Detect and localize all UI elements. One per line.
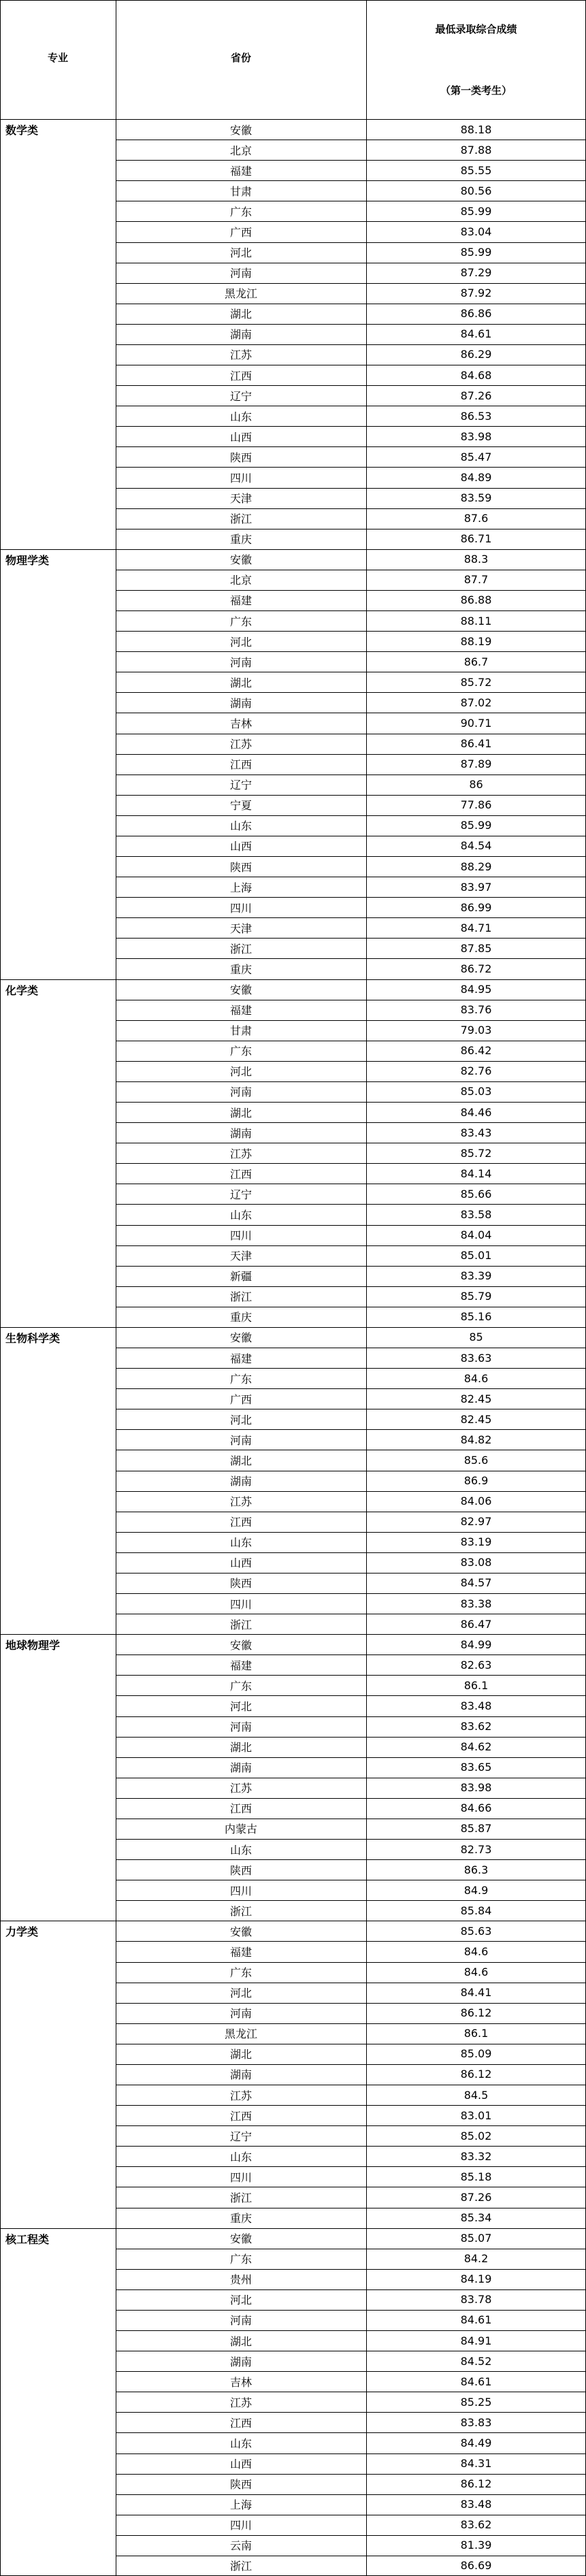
score-cell: 87.26 xyxy=(460,389,492,402)
province-cell: 辽宁 xyxy=(229,1188,252,1201)
score-cell: 84.6 xyxy=(463,1966,489,1979)
score-cell: 85.18 xyxy=(460,2170,492,2183)
province-cell: 江苏 xyxy=(229,1495,252,1509)
score-cell: 84.46 xyxy=(460,1105,492,1119)
province-cell: 广东 xyxy=(229,615,252,628)
score-cell: 87.26 xyxy=(460,2190,492,2204)
province-cell: 广东 xyxy=(229,1372,252,1386)
province-cell: 陕西 xyxy=(229,860,252,874)
province-cell: 安徽 xyxy=(229,1638,252,1652)
score-cell: 83.43 xyxy=(460,1126,492,1139)
province-cell: 河南 xyxy=(229,1433,252,1447)
province-cell: 河北 xyxy=(229,1413,252,1426)
province-cell: 江西 xyxy=(229,2109,252,2123)
province-cell: 湖南 xyxy=(229,2068,252,2082)
score-cell: 86.86 xyxy=(460,307,492,321)
score-cell: 87.92 xyxy=(460,287,492,300)
score-cell: 86.99 xyxy=(460,900,492,914)
province-cell: 重庆 xyxy=(229,533,252,547)
province-cell: 湖北 xyxy=(229,1454,252,1467)
province-cell: 北京 xyxy=(229,574,252,587)
score-cell: 84.54 xyxy=(460,839,492,853)
score-cell: 85.34 xyxy=(460,2211,492,2225)
score-cell: 87.85 xyxy=(460,941,492,955)
province-cell: 甘肃 xyxy=(229,184,252,198)
province-cell: 江西 xyxy=(229,1167,252,1181)
score-cell: 87.29 xyxy=(460,266,492,280)
province-cell: 上海 xyxy=(229,2498,252,2512)
score-cell: 83.59 xyxy=(460,491,492,505)
province-cell: 湖北 xyxy=(229,1106,252,1120)
province-cell: 福建 xyxy=(229,1004,252,1017)
score-cell: 84.5 xyxy=(463,2088,489,2102)
score-cell: 84.49 xyxy=(460,2436,492,2449)
score-cell: 86.29 xyxy=(460,348,492,361)
province-cell: 广东 xyxy=(229,1966,252,1980)
province-cell: 江西 xyxy=(229,2416,252,2430)
province-cell: 河北 xyxy=(229,1699,252,1713)
province-cell: 天津 xyxy=(229,922,252,935)
score-cell: 83.65 xyxy=(460,1761,492,1774)
province-cell: 四川 xyxy=(229,2170,252,2184)
score-cell: 86.88 xyxy=(460,593,492,607)
score-cell: 82.76 xyxy=(460,1064,492,1078)
province-cell: 江苏 xyxy=(229,2089,252,2102)
province-cell: 辽宁 xyxy=(229,2130,252,2143)
score-cell: 80.56 xyxy=(460,184,492,197)
score-cell: 85.84 xyxy=(460,1904,492,1917)
province-cell: 安徽 xyxy=(229,553,252,567)
score-cell: 86.42 xyxy=(460,1044,492,1058)
province-cell: 广东 xyxy=(229,1679,252,1693)
score-cell: 79.03 xyxy=(460,1024,492,1037)
province-cell: 广西 xyxy=(229,1392,252,1406)
score-cell: 85.02 xyxy=(460,2129,492,2142)
score-cell: 84.62 xyxy=(460,1740,492,1754)
score-cell: 82.45 xyxy=(460,1392,492,1405)
province-cell: 山东 xyxy=(229,1843,252,1857)
province-cell: 重庆 xyxy=(229,1311,252,1324)
score-cell: 83.48 xyxy=(460,2498,492,2511)
score-cell: 85.07 xyxy=(460,2232,492,2245)
header-major: 专业 xyxy=(47,52,68,64)
score-cell: 86.7 xyxy=(463,655,489,668)
province-cell: 天津 xyxy=(229,492,252,506)
province-cell: 黑龙江 xyxy=(224,287,257,301)
score-cell: 86.3 xyxy=(463,1863,489,1876)
score-cell: 83.98 xyxy=(460,429,492,443)
province-cell: 山西 xyxy=(229,1556,252,1570)
score-cell: 86.12 xyxy=(460,2068,492,2081)
score-cell: 85.87 xyxy=(460,1822,492,1836)
province-cell: 河南 xyxy=(229,2314,252,2328)
province-cell: 山东 xyxy=(229,2150,252,2164)
province-cell: 辽宁 xyxy=(229,779,252,792)
score-cell: 86.47 xyxy=(460,1617,492,1631)
province-cell: 浙江 xyxy=(229,942,252,956)
score-cell: 83.58 xyxy=(460,1207,492,1221)
score-cell: 83.83 xyxy=(460,2415,492,2429)
score-cell: 85.03 xyxy=(460,1085,492,1098)
province-cell: 天津 xyxy=(229,1250,252,1263)
province-cell: 安徽 xyxy=(229,1331,252,1345)
score-cell: 81.39 xyxy=(460,2539,492,2552)
score-cell: 87.6 xyxy=(463,512,489,525)
score-cell: 86 xyxy=(469,778,483,792)
province-cell: 安徽 xyxy=(229,1925,252,1938)
score-cell: 82.73 xyxy=(460,1842,492,1856)
province-cell: 四川 xyxy=(229,1597,252,1611)
province-cell: 河南 xyxy=(229,2007,252,2021)
province-cell: 湖北 xyxy=(229,2334,252,2348)
score-cell: 88.29 xyxy=(460,860,492,873)
score-cell: 86.1 xyxy=(463,1678,489,1692)
province-cell: 河北 xyxy=(229,1987,252,2000)
province-cell: 山西 xyxy=(229,2458,252,2471)
score-cell: 84.41 xyxy=(460,1986,492,2000)
province-cell: 福建 xyxy=(229,164,252,178)
score-cell: 86.12 xyxy=(460,2006,492,2020)
score-cell: 88.19 xyxy=(460,634,492,648)
score-cell: 85.63 xyxy=(460,1924,492,1938)
province-cell: 河南 xyxy=(229,655,252,669)
province-cell: 江苏 xyxy=(229,1147,252,1160)
score-cell: 85.47 xyxy=(460,450,492,463)
province-cell: 河南 xyxy=(229,267,252,280)
score-cell: 85.66 xyxy=(460,1187,492,1201)
score-cell: 82.63 xyxy=(460,1658,492,1672)
score-cell: 84.61 xyxy=(460,327,492,341)
province-cell: 重庆 xyxy=(229,2212,252,2226)
province-cell: 湖南 xyxy=(229,328,252,342)
province-cell: 河北 xyxy=(229,1065,252,1079)
score-cell: 88.11 xyxy=(460,614,492,627)
score-cell: 83.38 xyxy=(460,1597,492,1610)
header-province: 省份 xyxy=(230,52,251,64)
score-cell: 83.62 xyxy=(460,1720,492,1733)
province-cell: 陕西 xyxy=(229,1863,252,1877)
province-cell: 贵州 xyxy=(229,2273,252,2287)
province-cell: 山东 xyxy=(229,410,252,423)
header-candidate-type: （第一类考生） xyxy=(440,84,512,97)
province-cell: 江苏 xyxy=(229,2396,252,2409)
score-cell: 86.9 xyxy=(463,1474,489,1488)
score-cell: 85.16 xyxy=(460,1310,492,1324)
province-cell: 四川 xyxy=(229,2519,252,2532)
province-cell: 江西 xyxy=(229,758,252,772)
column-divider xyxy=(0,0,1,2576)
province-cell: 湖南 xyxy=(229,1126,252,1140)
major-name: 地球物理学 xyxy=(5,1639,61,1652)
score-cell: 84.9 xyxy=(463,1883,489,1897)
score-cell: 83.08 xyxy=(460,1556,492,1569)
score-cell: 84.57 xyxy=(460,1576,492,1590)
score-cell: 84.68 xyxy=(460,368,492,382)
score-cell: 85.99 xyxy=(460,246,492,259)
province-cell: 山西 xyxy=(229,430,252,444)
province-cell: 四川 xyxy=(229,1884,252,1897)
score-cell: 84.95 xyxy=(460,983,492,996)
province-cell: 湖南 xyxy=(229,2355,252,2368)
score-cell: 85.09 xyxy=(460,2047,492,2061)
score-cell: 88.18 xyxy=(460,123,492,136)
province-cell: 甘肃 xyxy=(229,1024,252,1038)
score-cell: 84.6 xyxy=(463,1944,489,1958)
score-cell: 85.99 xyxy=(460,204,492,218)
score-cell: 83.78 xyxy=(460,2293,492,2306)
province-cell: 广东 xyxy=(229,205,252,218)
province-cell: 江西 xyxy=(229,1802,252,1816)
score-cell: 83.19 xyxy=(460,1535,492,1549)
score-cell: 84.31 xyxy=(460,2457,492,2471)
province-cell: 新疆 xyxy=(229,1270,252,1284)
province-cell: 福建 xyxy=(229,1659,252,1672)
province-cell: 湖北 xyxy=(229,1741,252,1755)
score-cell: 82.45 xyxy=(460,1412,492,1426)
score-cell: 87.89 xyxy=(460,757,492,771)
province-cell: 湖南 xyxy=(229,1761,252,1775)
major-name: 核工程类 xyxy=(5,2232,50,2246)
province-cell: 北京 xyxy=(229,144,252,157)
province-cell: 吉林 xyxy=(229,717,252,730)
score-cell: 84.71 xyxy=(460,921,492,934)
province-cell: 吉林 xyxy=(229,2375,252,2389)
score-cell: 85.72 xyxy=(460,675,492,689)
province-cell: 四川 xyxy=(229,471,252,485)
province-cell: 山东 xyxy=(229,1208,252,1222)
province-cell: 江苏 xyxy=(229,1782,252,1795)
score-cell: 83.63 xyxy=(460,1351,492,1365)
score-cell: 83.98 xyxy=(460,1781,492,1795)
score-cell: 84.66 xyxy=(460,1801,492,1815)
score-cell: 86.41 xyxy=(460,737,492,751)
score-cell: 85.55 xyxy=(460,163,492,177)
province-cell: 湖南 xyxy=(229,1475,252,1488)
score-cell: 85.01 xyxy=(460,1249,492,1262)
province-cell: 浙江 xyxy=(229,2191,252,2204)
score-cell: 85.72 xyxy=(460,1146,492,1160)
province-cell: 江苏 xyxy=(229,348,252,362)
province-cell: 江西 xyxy=(229,369,252,382)
province-cell: 陕西 xyxy=(229,451,252,464)
score-cell: 83.97 xyxy=(460,880,492,894)
score-cell: 86.69 xyxy=(460,2559,492,2573)
province-cell: 安徽 xyxy=(229,983,252,997)
score-cell: 84.61 xyxy=(460,2313,492,2327)
score-cell: 86.72 xyxy=(460,962,492,975)
score-cell: 86.71 xyxy=(460,532,492,546)
province-cell: 浙江 xyxy=(229,1904,252,1918)
score-cell: 86.1 xyxy=(463,2027,489,2040)
province-cell: 四川 xyxy=(229,1229,252,1243)
province-cell: 广西 xyxy=(229,225,252,239)
province-cell: 重庆 xyxy=(229,962,252,976)
score-cell: 86.53 xyxy=(460,409,492,423)
province-cell: 山东 xyxy=(229,819,252,833)
score-cell: 85.6 xyxy=(463,1453,489,1467)
score-cell: 83.01 xyxy=(460,2108,492,2122)
province-cell: 山西 xyxy=(229,840,252,853)
score-cell: 83.39 xyxy=(460,1269,492,1283)
row-divider xyxy=(0,0,586,1)
score-cell: 84.99 xyxy=(460,1637,492,1651)
score-cell: 87.02 xyxy=(460,696,492,709)
score-cell: 84.04 xyxy=(460,1228,492,1242)
province-cell: 湖南 xyxy=(229,696,252,710)
major-name: 化学类 xyxy=(5,983,39,997)
province-cell: 湖北 xyxy=(229,2048,252,2061)
score-cell: 82.97 xyxy=(460,1515,492,1529)
score-cell: 83.04 xyxy=(460,225,492,238)
score-cell: 77.86 xyxy=(460,798,492,812)
major-name: 数学类 xyxy=(5,124,39,137)
score-cell: 84.14 xyxy=(460,1167,492,1180)
score-cell: 84.6 xyxy=(463,1371,489,1385)
province-cell: 福建 xyxy=(229,1352,252,1365)
province-cell: 安徽 xyxy=(229,123,252,137)
score-cell: 83.76 xyxy=(460,1003,492,1017)
province-cell: 河北 xyxy=(229,635,252,649)
score-cell: 85.25 xyxy=(460,2395,492,2409)
province-cell: 河北 xyxy=(229,246,252,260)
score-cell: 85.99 xyxy=(460,819,492,832)
province-cell: 陕西 xyxy=(229,1577,252,1591)
province-cell: 河南 xyxy=(229,1721,252,1734)
province-cell: 福建 xyxy=(229,594,252,608)
score-cell: 83.62 xyxy=(460,2518,492,2532)
header-min-score: 最低录取综合成绩 xyxy=(435,23,517,35)
score-cell: 88.3 xyxy=(463,553,489,566)
province-cell: 安徽 xyxy=(229,2232,252,2246)
province-cell: 山东 xyxy=(229,2436,252,2450)
major-name: 生物科学类 xyxy=(5,1331,61,1345)
province-cell: 浙江 xyxy=(229,512,252,526)
score-cell: 90.71 xyxy=(460,716,492,730)
score-cell: 83.48 xyxy=(460,1699,492,1712)
score-cell: 84.06 xyxy=(460,1495,492,1508)
province-cell: 江西 xyxy=(229,1516,252,1529)
score-cell: 83.32 xyxy=(460,2149,492,2163)
score-cell: 84.82 xyxy=(460,1433,492,1446)
score-cell: 85 xyxy=(469,1331,483,1344)
province-cell: 广东 xyxy=(229,1045,252,1058)
score-cell: 84.89 xyxy=(460,470,492,484)
province-cell: 辽宁 xyxy=(229,389,252,403)
province-cell: 河南 xyxy=(229,1086,252,1099)
province-cell: 上海 xyxy=(229,881,252,894)
province-cell: 山东 xyxy=(229,1536,252,1550)
score-cell: 84.91 xyxy=(460,2334,492,2347)
province-cell: 陕西 xyxy=(229,2478,252,2492)
score-cell: 84.2 xyxy=(463,2252,489,2266)
province-cell: 内蒙古 xyxy=(224,1823,257,1836)
province-cell: 广东 xyxy=(229,2253,252,2266)
major-name: 力学类 xyxy=(5,1925,39,1939)
province-cell: 云南 xyxy=(229,2539,252,2553)
score-cell: 87.7 xyxy=(463,573,489,587)
major-name: 物理学类 xyxy=(5,553,50,567)
province-cell: 四川 xyxy=(229,901,252,915)
province-cell: 黑龙江 xyxy=(224,2027,257,2041)
score-cell: 84.52 xyxy=(460,2354,492,2368)
province-cell: 宁夏 xyxy=(229,799,252,813)
score-cell: 84.19 xyxy=(460,2272,492,2286)
province-cell: 湖北 xyxy=(229,308,252,321)
province-cell: 河北 xyxy=(229,2294,252,2307)
score-cell: 86.12 xyxy=(460,2477,492,2491)
province-cell: 浙江 xyxy=(229,2560,252,2573)
score-cell: 84.61 xyxy=(460,2375,492,2388)
province-cell: 江苏 xyxy=(229,738,252,751)
score-cell: 85.79 xyxy=(460,1290,492,1303)
province-cell: 福建 xyxy=(229,1945,252,1959)
province-cell: 浙江 xyxy=(229,1618,252,1631)
province-cell: 浙江 xyxy=(229,1290,252,1304)
province-cell: 湖北 xyxy=(229,676,252,689)
score-cell: 87.88 xyxy=(460,143,492,157)
